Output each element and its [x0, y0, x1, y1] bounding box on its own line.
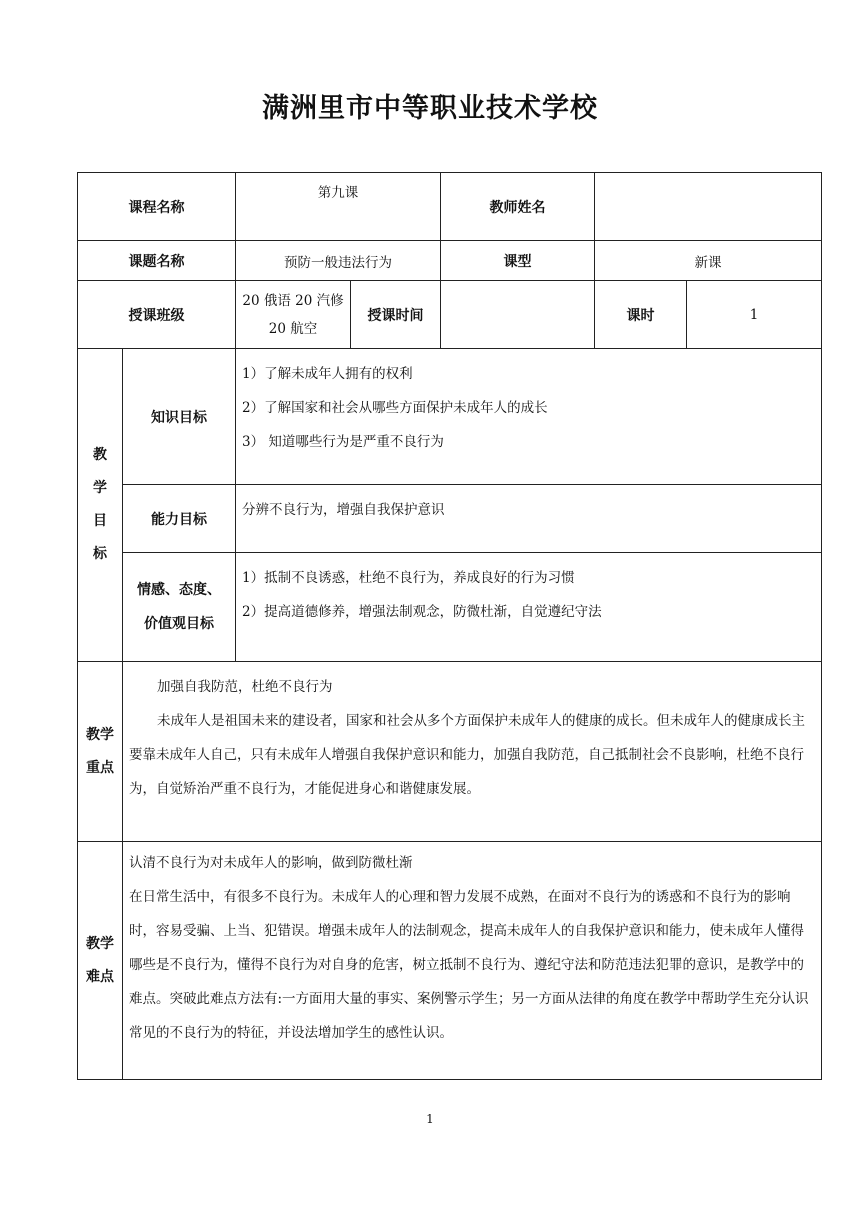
emotion-goal-content: [236, 553, 822, 662]
row-emotion-goal: [78, 553, 822, 662]
hours-label: 课时: [595, 281, 687, 349]
lesson-type-value: 新课: [595, 241, 822, 281]
difficulties-text: 在日常生活中，有很多不良行为。未成年人的心理和智力发展不成熟，在面对不良行为的诱惑和不良行为的影响时，容易受骗、上当、犯错误。增强未成年人的法制观念，提高未成年人的自我保护意识和能力，使未成年人懂得哪些是不良行为，懂得不良行为对自身的危害，树立抵制不良行为、遵纪守法和防范违法犯罪的意识，是教学中的难点。突破此难点方法有:一方面用大量的事实、案例警示学生；另一方面从法律的角度在教学中帮助学生充分认识常见的不良行为的特征，并设法增加学生的感性认识。: [129, 889, 809, 1041]
class-value: 20 俄语 20 汽修 20 航空: [236, 281, 351, 349]
course-name-label: 课程名称: [78, 173, 236, 241]
knowledge-goal-item: 1）了解未成年人拥有的权利: [242, 366, 413, 382]
row-difficulties: [78, 842, 822, 1080]
difficulties-label: 教学 难点: [78, 842, 123, 1080]
difficulties-heading: 认清不良行为对未成年人的影响，做到防微杜渐: [129, 855, 413, 871]
topic-name-value: 预防一般违法行为: [236, 241, 441, 281]
lesson-plan-table: [77, 172, 822, 1080]
hours-value: 1: [687, 281, 822, 349]
time-label: 授课时间: [351, 281, 441, 349]
course-name-value: 第九课: [236, 173, 441, 241]
key-points-label: 教学 重点: [78, 662, 123, 842]
knowledge-goal-item: 2）了解国家和社会从哪些方面保护未成年人的成长: [242, 400, 548, 416]
row-ability-goal: [78, 485, 822, 553]
time-value: [441, 281, 595, 349]
knowledge-goal-label: 知识目标: [123, 349, 236, 485]
topic-name-label: 课题名称: [78, 241, 236, 281]
row-key-points: [78, 662, 822, 842]
page-number: 1: [426, 1112, 434, 1126]
row-course: [78, 173, 822, 241]
knowledge-goal-item: 3） 知道哪些行为是严重不良行为: [242, 434, 444, 450]
goals-label: 教 学 目 标: [78, 349, 123, 662]
row-topic: [78, 241, 822, 281]
row-class: [78, 281, 822, 349]
difficulties-content: [123, 842, 822, 1080]
knowledge-goal-content: [236, 349, 822, 485]
key-points-content: [123, 662, 822, 842]
emotion-goal-item: 2）提高道德修养，增强法制观念，防微杜渐，自觉遵纪守法: [242, 604, 602, 620]
teacher-name-label: 教师姓名: [441, 173, 595, 241]
ability-goal-label: 能力目标: [123, 485, 236, 553]
ability-goal-content: 分辨不良行为，增强自我保护意识: [236, 485, 822, 553]
row-knowledge-goal: [78, 349, 822, 485]
class-label: 授课班级: [78, 281, 236, 349]
lesson-type-label: 课型: [441, 241, 595, 281]
emotion-goal-item: 1）抵制不良诱惑，杜绝不良行为，养成良好的行为习惯: [242, 570, 575, 586]
school-title: 满洲里市中等职业技术学校: [262, 93, 598, 124]
key-points-text: 未成年人是祖国未来的建设者，国家和社会从多个方面保护未成年人的健康的成长。但未成年人的健康成长主要靠未成年人自己，只有未成年人增强自我保护意识和能力，加强自我防范，自己抵制社会不良影响，杜绝不良行为，自觉矫治严重不良行为，才能促进身心和谐健康发展。: [129, 713, 805, 797]
teacher-name-value: [595, 173, 822, 241]
key-points-heading: 加强自我防范，杜绝不良行为: [157, 679, 333, 695]
emotion-goal-label: 情感、态度、 价值观目标: [123, 553, 236, 662]
